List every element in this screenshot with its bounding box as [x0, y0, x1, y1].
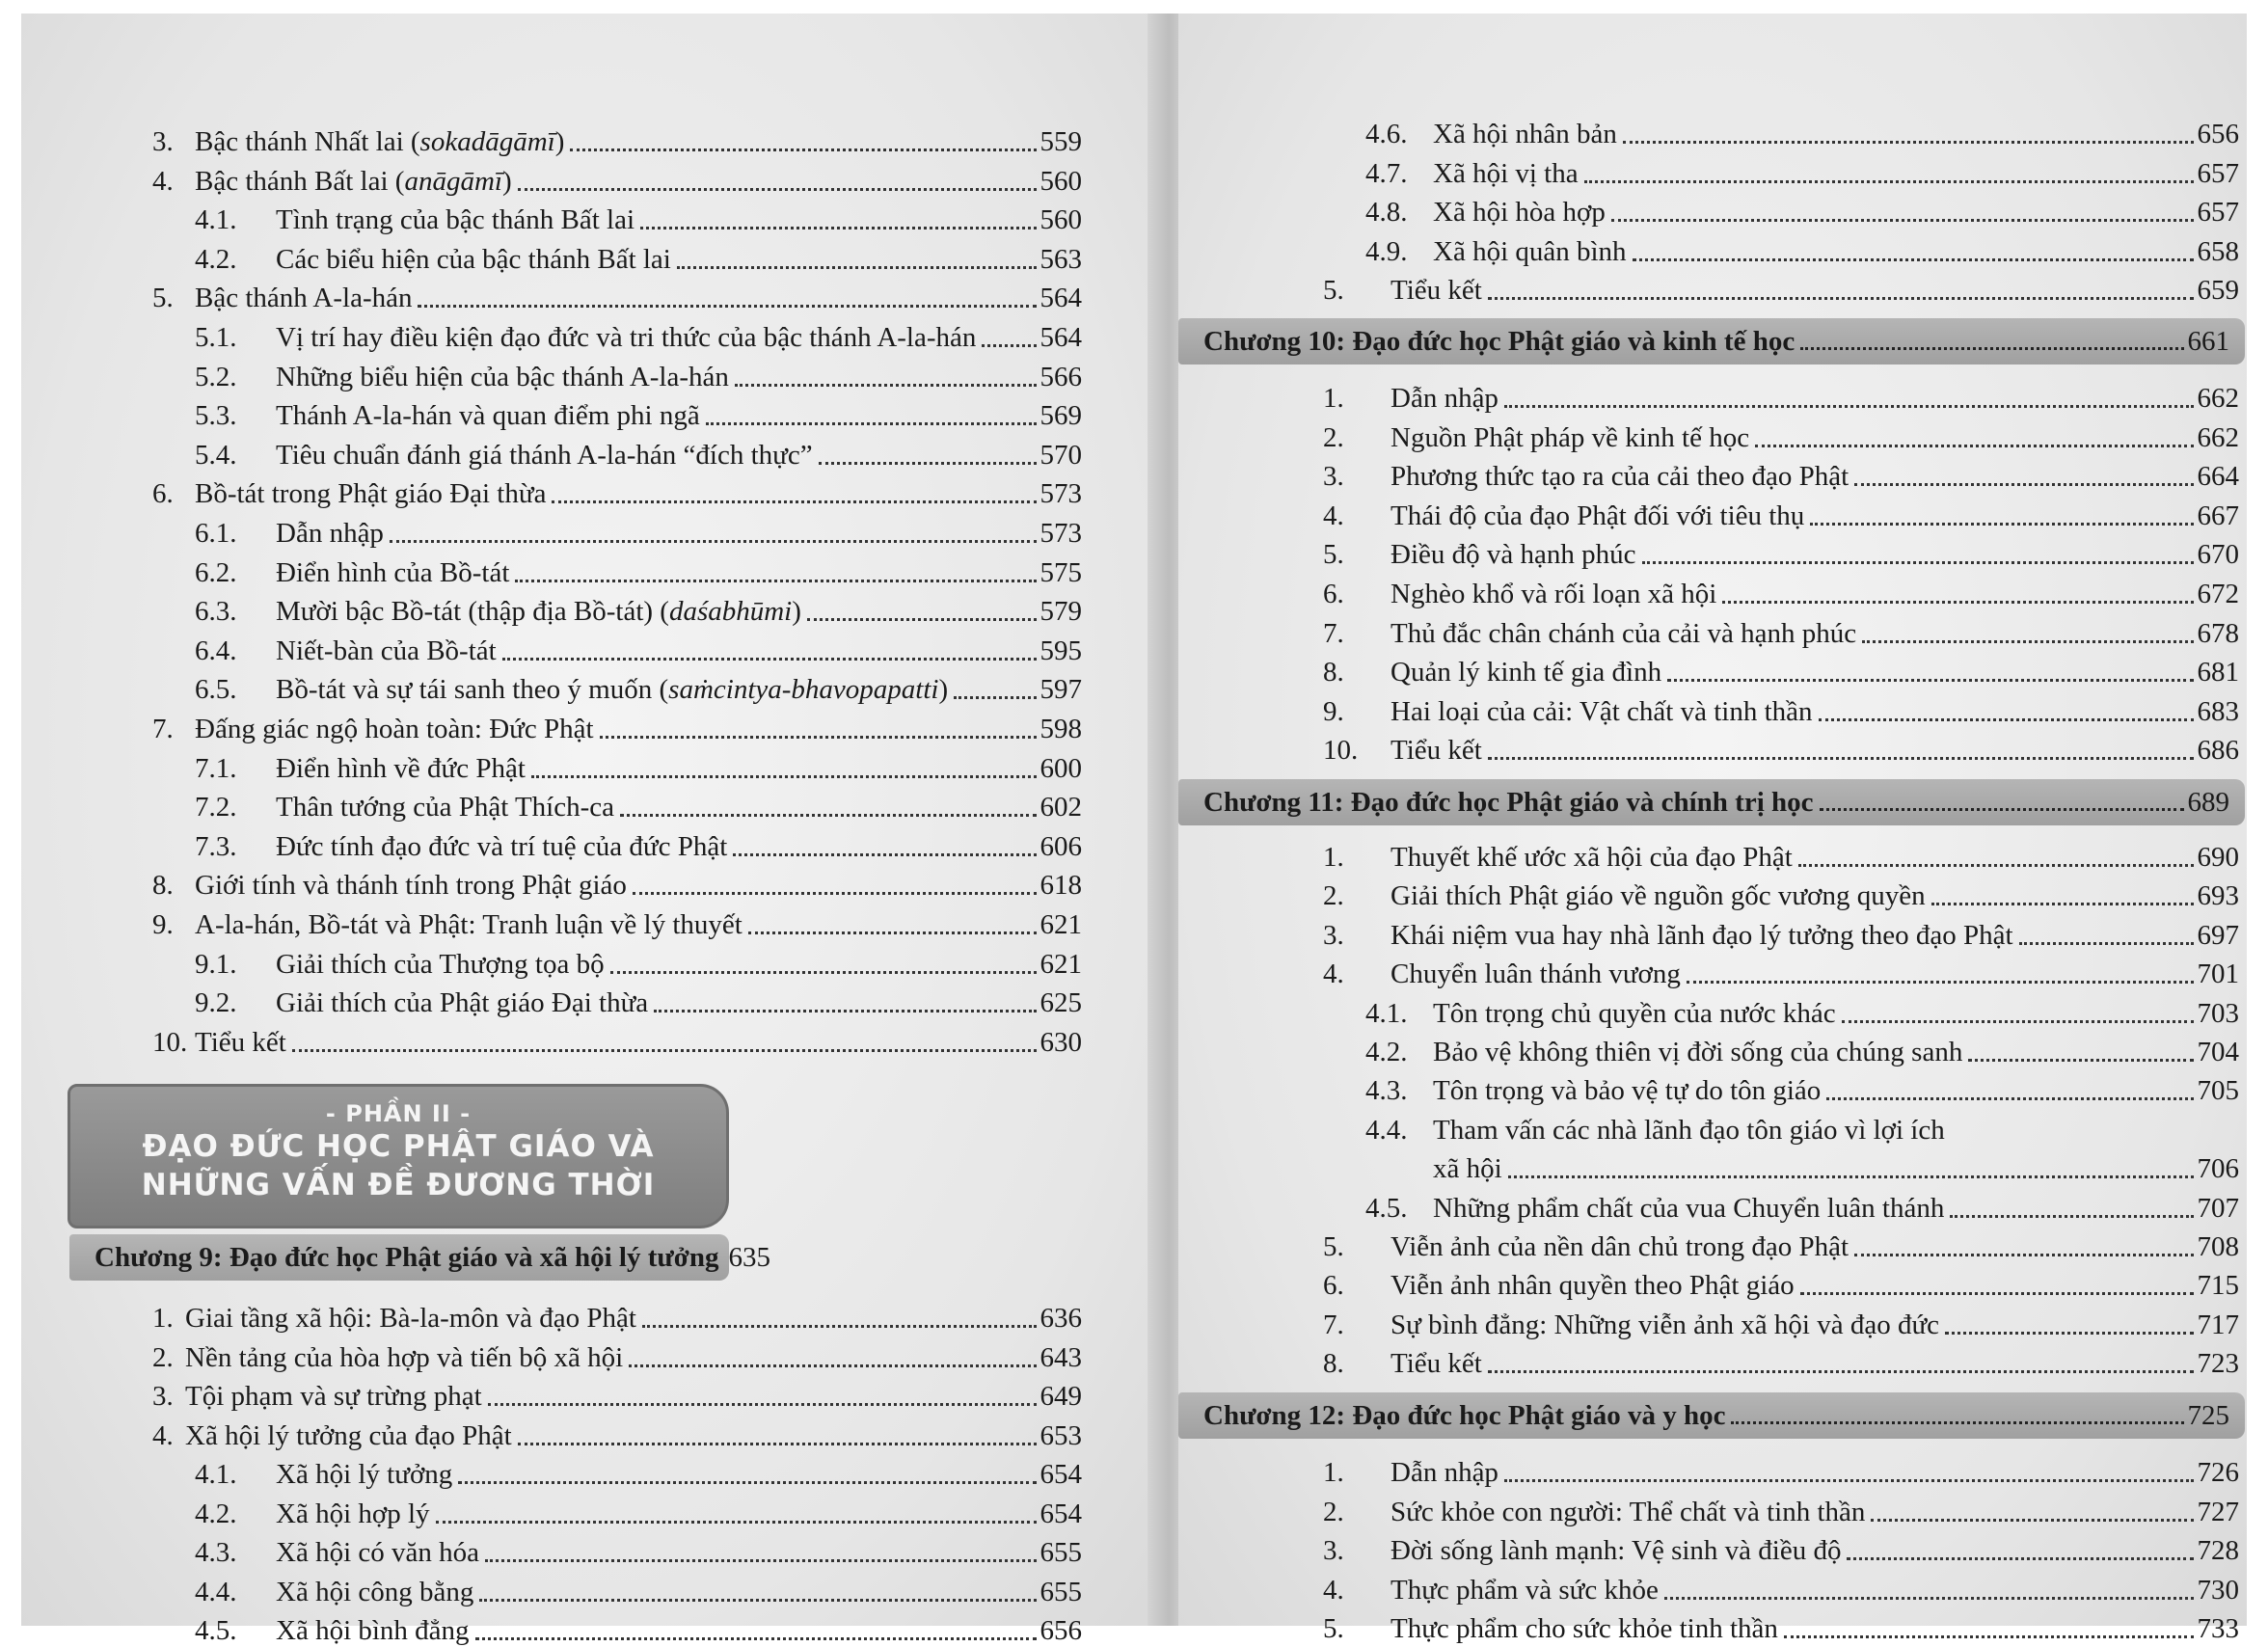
entry-number: 3. [1323, 919, 1344, 951]
entry-page: 662 [2197, 383, 2239, 414]
entry-number: 10. [152, 1026, 188, 1058]
entry-number: 1. [1323, 1457, 1344, 1488]
entry-title-text: Bảo vệ không thiên vị đời sống của chúng sanh [1433, 1037, 1963, 1067]
entry-number: 3. [1323, 461, 1344, 493]
entry-number: 2. [1323, 1496, 1344, 1527]
entry-number: 4.5. [1365, 1192, 1408, 1224]
entry-title-text: Thực phẩm và sức khỏe [1390, 1574, 1659, 1606]
entry-page: 705 [2197, 1075, 2239, 1107]
entry-page: 621 [1040, 948, 1082, 980]
entry-page: 708 [2197, 1231, 2239, 1262]
entry-title-text: Những phẩm chất của vua Chuyển luân thánh [1433, 1192, 1945, 1224]
entry-title-text: Viễn ảnh của nền dân chủ trong đạo Phật [1390, 1231, 1850, 1262]
toc-entry[interactable] [1323, 1528, 2239, 1567]
entry-page: 672 [2197, 579, 2239, 609]
entry-number: 5. [1323, 275, 1344, 306]
entry-number: 3. [1323, 1535, 1344, 1566]
entry-page: 727 [2197, 1496, 2239, 1527]
entry-number: 5.3. [195, 400, 237, 432]
entry-number: 3. [152, 126, 174, 157]
entry-number: 4.2. [195, 243, 237, 275]
entry-title-text: Đức tính đạo đức và trí tuệ của đức Phật [276, 830, 728, 862]
entry-title-text: Viễn ảnh nhân quyền theo Phật giáo [1390, 1270, 1795, 1302]
entry-page: 707 [2197, 1192, 2239, 1224]
entry-page: 730 [2197, 1574, 2239, 1606]
entry-title-italic: anāgāmī [404, 165, 502, 197]
entry-page: 733 [2197, 1613, 2239, 1644]
entry-page: 564 [1040, 283, 1082, 314]
entry-page: 618 [1040, 870, 1082, 902]
toc-entry[interactable] [195, 1608, 1082, 1647]
entry-title-text: Xã hội nhân bản [1433, 119, 1617, 149]
entry-number: 4. [1323, 1574, 1344, 1606]
entry-page: 662 [2197, 421, 2239, 453]
entry-number: 6.3. [195, 596, 237, 628]
toc-entry[interactable] [152, 1336, 1082, 1374]
entry-page: 573 [1040, 478, 1082, 510]
entry-title [1390, 1612, 1778, 1645]
entry-page: 597 [1040, 674, 1082, 706]
entry-title-text: Thuyết khế ước xã hội của đạo Phật [1390, 842, 1793, 873]
entry-page: 573 [1040, 518, 1082, 549]
entry-page: 678 [2197, 617, 2239, 649]
entry-number: 5.4. [195, 439, 237, 471]
entry-title-text: Điều độ và hạnh phúc [1390, 539, 1636, 571]
entry-number: 4.6. [1365, 119, 1408, 149]
entry-number: 8. [1323, 657, 1344, 688]
entry-number: 2. [152, 1341, 174, 1373]
entry-title-text: Tiểu kết [1390, 1348, 1482, 1380]
entry-title-text: Hai loại của cải: Vật chất và tinh thần [1390, 695, 1813, 727]
entry-number: 4. [1323, 958, 1344, 990]
entry-title-text: Mười bậc Bồ-tát (thập địa Bồ-tát) ( [276, 596, 669, 628]
entry-number: 4. [152, 1419, 174, 1451]
entry-page: 693 [2197, 880, 2239, 912]
entry-page: 664 [2197, 461, 2239, 493]
entry-number: 6. [1323, 579, 1344, 609]
entry-title-text: Xã hội hòa hợp [1433, 197, 1606, 228]
entry-number: 4.1. [195, 204, 237, 236]
entry-page: 704 [2197, 1037, 2239, 1067]
entry-title-text: Phương thức tạo ra của cải theo đạo Phật [1390, 461, 1850, 493]
entry-title-text: Xã hội có văn hóa [276, 1537, 479, 1568]
entry-title-text: Thủ đắc chân chánh của cải và hạnh phúc [1390, 617, 1857, 649]
entry-page: 643 [1040, 1341, 1082, 1373]
entry-title-text: Tiêu chuẩn đánh giá thánh A-la-hán “đích thực” [276, 439, 813, 471]
dot-leader [1504, 1479, 2194, 1482]
entry-page: 560 [1040, 204, 1082, 236]
entry-title-italic: daśabhūmi [668, 596, 793, 628]
toc-entry[interactable] [1323, 1606, 2239, 1645]
entry-title-text: Xã hội lý tưởng [276, 1459, 453, 1490]
entry-title [1390, 1574, 1659, 1606]
entry-page: 621 [1040, 909, 1082, 940]
entry-page: 606 [1040, 830, 1082, 862]
entry-number: 7.2. [195, 792, 237, 824]
entry-page: 570 [1040, 439, 1082, 471]
entry-number: 3. [152, 1381, 174, 1412]
entry-title-text: Giải thích của Thượng tọa bộ [276, 948, 605, 980]
entry-number: 7.1. [195, 752, 237, 784]
entry-number: 5. [1323, 539, 1344, 571]
entry-title-text: Xã hội quân bình [1433, 235, 1627, 267]
entry-title-text: Thân tướng của Phật Thích-ca [276, 792, 615, 824]
entry-number: 9.1. [195, 948, 237, 980]
entry-title [185, 1380, 482, 1413]
entry-number: 6.1. [195, 518, 237, 549]
toc-entry[interactable] [152, 1296, 1082, 1335]
chapter-title: Chương 9: Đạo đức học Phật giáo và xã hội lý tưởng [94, 1241, 719, 1273]
entry-title [1390, 1534, 1841, 1567]
entry-title-text: Dẫn nhập [1390, 1457, 1498, 1488]
entry-page: 566 [1040, 361, 1082, 392]
entry-number: 9. [152, 909, 174, 940]
entry-title [185, 1341, 623, 1374]
entry-title-italic: saṁcintya-bhavopapatti [668, 674, 939, 706]
entry-page: 654 [1040, 1459, 1082, 1490]
dot-leader [1847, 1557, 2193, 1560]
entry-title [185, 1419, 512, 1452]
entry-title-text: Bồ-tát trong Phật giáo Đại thừa [195, 478, 547, 510]
entry-title-text: Những biểu hiện của bậc thánh A-la-hán [276, 361, 729, 392]
toc-entry[interactable] [195, 1570, 1082, 1608]
entry-number: 4.3. [1365, 1075, 1408, 1107]
entry-title-text: Vị trí hay điều kiện đạo đức và tri thức của bậc thánh A-la-hán [276, 322, 977, 353]
entry-title-text: Điển hình về đức Phật [276, 752, 526, 784]
entry-title-text: Giải thích của Phật giáo Đại thừa [276, 987, 649, 1019]
entry-title-text: Bậc thánh Bất lai ( [195, 165, 405, 197]
dot-leader [1664, 1597, 2194, 1600]
entry-number: 5. [152, 283, 174, 314]
dot-leader [488, 1403, 1037, 1406]
dot-leader [475, 1637, 1037, 1640]
entry-number: 8. [1323, 1348, 1344, 1380]
entry-title-text: A-la-hán, Bồ-tát và Phật: Tranh luận về lý thuyết [195, 909, 742, 940]
entry-number: 5.2. [195, 361, 237, 392]
entry-title-text: Nghèo khổ và rối loạn xã hội [1390, 579, 1717, 609]
entry-number: 4.9. [1365, 235, 1408, 267]
entry-title [276, 1576, 473, 1608]
entry-title-text: Tiểu kết [1390, 735, 1482, 767]
entry-number: 2. [1323, 421, 1344, 453]
entry-page: 654 [1040, 1498, 1082, 1529]
entry-number: 4.2. [1365, 1037, 1408, 1067]
entry-page: 569 [1040, 400, 1082, 432]
entry-page: 656 [2197, 119, 2239, 149]
entry-number: 6. [1323, 1270, 1344, 1302]
entry-title [1390, 1496, 1865, 1528]
entry-number: 6.4. [195, 634, 237, 666]
entry-page: 636 [1040, 1303, 1082, 1334]
entry-number: 4. [1323, 500, 1344, 531]
entry-title-after: ) [938, 674, 949, 706]
toc-entry[interactable] [195, 1492, 1082, 1530]
entry-number: 9. [1323, 695, 1344, 727]
entry-title-text: Bậc thánh Nhất lai ( [195, 126, 420, 157]
entry-page: 559 [1040, 126, 1082, 157]
chapter-page: 689 [2187, 786, 2229, 818]
entry-page: 683 [2197, 695, 2239, 727]
dot-leader [1871, 1519, 2193, 1522]
chapter-page: 661 [2187, 325, 2229, 357]
entry-title-text: Bậc thánh A-la-hán [195, 283, 413, 314]
entry-title-text: Tham vấn các nhà lãnh đạo tôn giáo vì lợi ích [1433, 1114, 1945, 1146]
entry-page: 667 [2197, 500, 2239, 531]
entry-number: 9.2. [195, 987, 237, 1019]
entry-title-text: Khái niệm vua hay nhà lãnh đạo lý tưởng theo đạo Phật [1390, 919, 2013, 951]
chapter-title: Chương 11: Đạo đức học Phật giáo và chính trị học [1203, 786, 1814, 818]
entry-title-italic: sokadāgāmī [419, 126, 555, 157]
entry-page: 690 [2197, 842, 2239, 873]
entry-number: 6.5. [195, 674, 237, 706]
entry-title-text: Sức khỏe con người: Thể chất và tinh thần [1390, 1496, 1866, 1527]
entry-page: 649 [1040, 1381, 1082, 1412]
entry-number: 7.3. [195, 830, 237, 862]
dot-leader [1784, 1635, 2194, 1638]
entry-page: 726 [2197, 1457, 2239, 1488]
entry-number: 1. [1323, 383, 1344, 414]
book-spread [21, 14, 2247, 1646]
entry-title-text: Thực phẩm cho sức khỏe tinh thần [1390, 1613, 1778, 1644]
chapter-page: 635 [728, 1241, 770, 1273]
entry-page: 598 [1040, 714, 1082, 744]
entry-title-text: Xã hội hợp lý [276, 1498, 430, 1529]
entry-page: 697 [2197, 919, 2239, 951]
dot-leader [458, 1481, 1036, 1484]
entry-page: 600 [1040, 752, 1082, 784]
entry-title-text: Xã hội vị tha [1433, 157, 1579, 189]
entry-page: 681 [2197, 657, 2239, 688]
entry-page: 564 [1040, 322, 1082, 353]
entry-title-text: Tiểu kết [1390, 275, 1482, 306]
entry-title-text: Đấng giác ngộ hoàn toàn: Đức Phật [195, 714, 594, 744]
entry-page: 657 [2197, 197, 2239, 228]
entry-title-text: Nền tảng của hòa hợp và tiến bộ xã hội [185, 1341, 624, 1373]
entry-title-text: Xã hội công bằng [276, 1576, 474, 1607]
entry-title-text: Tiểu kết [195, 1026, 286, 1058]
entry-number: 1. [152, 1303, 174, 1334]
entry-number: 5. [1323, 1231, 1344, 1262]
chapter-page: 725 [2187, 1399, 2229, 1431]
entry-page: 715 [2197, 1270, 2239, 1302]
entry-page: 658 [2197, 235, 2239, 267]
entry-page: 723 [2197, 1348, 2239, 1380]
entry-page: 653 [1040, 1419, 1082, 1451]
entry-number: 4.2. [195, 1498, 237, 1529]
chapter-title: Chương 10: Đạo đức học Phật giáo và kinh tế học [1203, 325, 1796, 357]
entry-title-text: Nguồn Phật pháp về kinh tế học [1390, 421, 1750, 453]
entry-number: 4.4. [195, 1576, 237, 1607]
entry-title-text: Chuyển luân thánh vương [1390, 958, 1681, 990]
toc-right-ch12 [1178, 14, 2247, 1644]
entry-title [1390, 1456, 1498, 1489]
entry-title-text: Tình trạng của bậc thánh Bất lai [276, 204, 635, 236]
entry-title-after: ) [554, 126, 565, 157]
entry-number: 4.5. [195, 1615, 237, 1646]
part-title-line2: NHỮNG VẤN ĐỀ ĐƯƠNG THỜI [141, 1168, 656, 1202]
dot-leader [485, 1559, 1037, 1562]
toc-entry[interactable] [195, 1452, 1082, 1491]
entry-title-text: Giới tính và thánh tính trong Phật giáo [195, 870, 627, 902]
toc-entry[interactable] [152, 1374, 1082, 1413]
entry-page: 595 [1040, 634, 1082, 666]
entry-number: 4. [152, 165, 174, 197]
entry-title-text: Giải thích Phật giáo về nguồn gốc vương quyền [1390, 880, 1926, 912]
chapter-title: Chương 12: Đạo đức học Phật giáo và y học [1203, 1399, 1726, 1431]
part-title-line1: ĐẠO ĐỨC HỌC PHẬT GIÁO VÀ [142, 1129, 655, 1164]
entry-page: 728 [2197, 1535, 2239, 1566]
entry-page: 659 [2197, 275, 2239, 306]
entry-page: 602 [1040, 792, 1082, 824]
entry-page: 630 [1040, 1026, 1082, 1058]
entry-title-text: Tôn trọng chủ quyền của nước khác [1433, 997, 1836, 1029]
entry-title [276, 1614, 470, 1647]
entry-number: 4.1. [1365, 997, 1408, 1029]
entry-page: 625 [1040, 987, 1082, 1019]
entry-title [185, 1302, 636, 1335]
entry-number: 4.4. [1365, 1114, 1408, 1146]
entry-number: 2. [1323, 880, 1344, 912]
entry-title-text: Các biểu hiện của bậc thánh Bất lai [276, 243, 671, 275]
right-page [1178, 14, 2247, 1644]
entry-title-text: Điển hình của Bồ-tát [276, 556, 510, 588]
dot-leader [629, 1364, 1036, 1367]
entry-title-text: Xã hội lý tưởng của đạo Phật [185, 1419, 512, 1451]
entry-page: 563 [1040, 243, 1082, 275]
toc-entry[interactable] [1323, 1450, 2239, 1489]
entry-number: 4.1. [195, 1459, 237, 1490]
entry-number: 4.3. [195, 1537, 237, 1568]
dot-leader [518, 1443, 1037, 1445]
entry-title-after: ) [501, 165, 512, 197]
entry-page: 655 [1040, 1537, 1082, 1568]
entry-number: 4.8. [1365, 197, 1408, 228]
entry-number: 5.1. [195, 322, 237, 353]
entry-number: 4.7. [1365, 157, 1408, 189]
toc-entry[interactable] [1323, 1568, 2239, 1606]
entry-number: 6. [152, 478, 174, 510]
entry-page: 670 [2197, 539, 2239, 571]
toc-entry[interactable] [1323, 1490, 2239, 1528]
entry-number: 6.2. [195, 556, 237, 588]
entry-title-text: Quản lý kinh tế gia đình [1390, 657, 1662, 688]
entry-page: 579 [1040, 596, 1082, 628]
entry-number: 7. [1323, 617, 1344, 649]
entry-title-text: Tôn trọng và bảo vệ tự do tôn giáo [1433, 1075, 1822, 1107]
entry-title-text: xã hội [1433, 1153, 1502, 1185]
entry-title-text: Sự bình đẳng: Những viễn ảnh xã hội và đạo đức [1390, 1309, 1940, 1340]
entry-page: 655 [1040, 1576, 1082, 1607]
entry-title [276, 1498, 430, 1530]
entry-title [276, 1536, 479, 1569]
entry-number: 7. [152, 714, 174, 744]
entry-page: 686 [2197, 735, 2239, 767]
entry-number: 5. [1323, 1613, 1344, 1644]
entry-number: 1. [1323, 842, 1344, 873]
entry-title-text: Bồ-tát và sự tái sanh theo ý muốn ( [276, 674, 669, 706]
part-label: - PHẦN II - [325, 1100, 472, 1127]
toc-entry[interactable] [152, 1414, 1082, 1452]
entry-page: 701 [2197, 958, 2239, 990]
toc-left-ch9 [21, 14, 1159, 1646]
entry-title-text: Xã hội bình đẳng [276, 1615, 470, 1646]
entry-title-text: Đời sống lành mạnh: Vệ sinh và điều độ [1390, 1535, 1842, 1566]
entry-page: 703 [2197, 997, 2239, 1029]
entry-page: 656 [1040, 1615, 1082, 1646]
entry-page: 657 [2197, 157, 2239, 189]
entry-page: 706 [2197, 1153, 2239, 1185]
entry-title-text: Dẫn nhập [1390, 383, 1498, 414]
dot-leader [642, 1325, 1037, 1328]
entry-title [276, 1458, 452, 1491]
entry-title-after: ) [792, 596, 801, 628]
entry-number: 10. [1323, 735, 1359, 767]
entry-page: 575 [1040, 556, 1082, 588]
entry-page: 717 [2197, 1309, 2239, 1340]
dot-leader [479, 1599, 1036, 1602]
entry-title-text: Niết-bàn của Bồ-tát [276, 634, 497, 666]
dot-leader [436, 1521, 1037, 1524]
entry-page: 560 [1040, 165, 1082, 197]
entry-title-text: Dẫn nhập [276, 518, 384, 549]
entry-title-text: Giai tầng xã hội: Bà-la-môn và đạo Phật [185, 1303, 636, 1334]
entry-title-text: Tội phạm và sự trừng phạt [185, 1381, 482, 1412]
entry-title-text: Thánh A-la-hán và quan điểm phi ngã [276, 400, 700, 432]
left-page [21, 14, 1159, 1646]
entry-number: 7. [1323, 1309, 1344, 1340]
entry-number: 8. [152, 870, 174, 902]
entry-title-text: Thái độ của đạo Phật đối với tiêu thụ [1390, 500, 1805, 531]
toc-entry[interactable] [195, 1530, 1082, 1569]
